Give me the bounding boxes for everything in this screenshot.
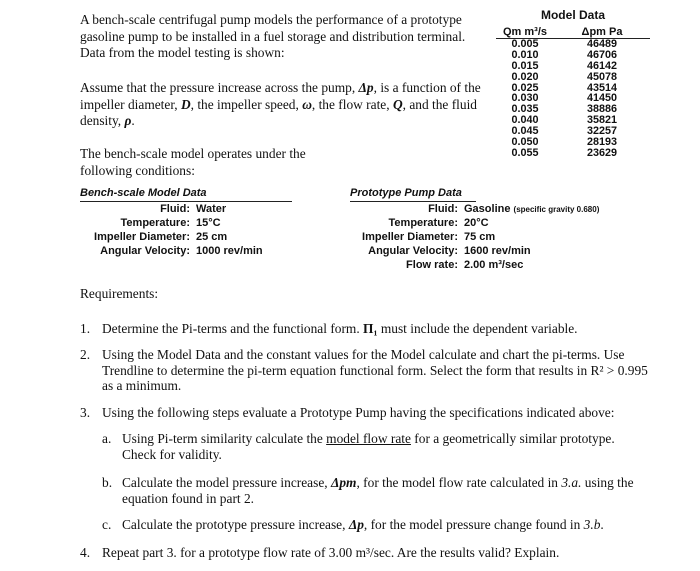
requirement-2 xyxy=(80,347,660,394)
column-header-pressure: Δpm Pa xyxy=(581,26,623,38)
prototype-value: 20°C xyxy=(464,217,489,229)
model-table-title: Model Data xyxy=(540,8,605,22)
pressure-cell: 35821 xyxy=(586,114,618,127)
pressure-cell: 46706 xyxy=(586,48,618,61)
symbol-q: Q xyxy=(392,96,403,112)
prototype-row xyxy=(350,230,650,244)
bench-key: Angular Velocity: xyxy=(100,245,190,257)
operates-paragraph xyxy=(80,146,310,179)
prototype-key: Impeller Diameter: xyxy=(362,231,458,243)
pressure-cell: 38886 xyxy=(586,103,618,116)
symbol-delta-pm: Δpm xyxy=(330,475,357,490)
pi-1-symbol: Π₁ xyxy=(363,321,378,336)
bench-key: Temperature: xyxy=(120,217,190,229)
prototype-row xyxy=(350,216,650,230)
model-table-header xyxy=(496,23,650,39)
requirement-text xyxy=(122,517,648,533)
table-row xyxy=(496,72,650,83)
prototype-row xyxy=(350,258,650,272)
prototype-value xyxy=(464,202,599,216)
flow-rate-cell: 0.015 xyxy=(511,59,539,72)
prototype-key: Temperature: xyxy=(388,217,458,229)
requirement-letter: b. xyxy=(102,475,113,490)
pressure-cell: 43514 xyxy=(586,81,618,94)
assumption-paragraph xyxy=(80,80,490,130)
flow-rate-cell: 0.035 xyxy=(511,103,539,116)
symbol-delta-p: Δp xyxy=(348,517,364,532)
prototype-fluid-value: Gasoline xyxy=(464,203,511,215)
requirement-letter: a. xyxy=(102,431,112,446)
requirement-number: 1. xyxy=(80,321,91,336)
model-data-table xyxy=(496,8,650,159)
assume-text-a: Assume that the pressure increase across the pump, xyxy=(80,80,359,95)
prototype-row xyxy=(350,244,650,258)
pressure-cell: 23629 xyxy=(586,146,618,159)
pressure-cell: 28193 xyxy=(586,136,618,149)
flow-rate-cell: 0.040 xyxy=(511,114,539,127)
flow-rate-cell: 0.055 xyxy=(511,146,539,159)
flow-rate-cell: 0.030 xyxy=(511,92,539,105)
flow-rate-cell: 0.010 xyxy=(511,48,539,61)
symbol-d: D xyxy=(180,96,191,112)
symbol-omega: ω xyxy=(302,96,312,112)
intro-paragraph xyxy=(80,12,490,62)
intro-text: A bench-scale centrifugal pump models the performance of a prototype gasoline pump to be installed in a fuel storage and distribution terminal. Data from the model testing is shown: xyxy=(80,12,466,60)
req1-text-b: must include the dependent variable. xyxy=(377,321,578,336)
assume-text-f: . xyxy=(131,113,135,128)
flow-rate-cell: 0.045 xyxy=(511,125,539,138)
bench-row xyxy=(80,244,292,258)
bench-value: 25 cm xyxy=(196,231,228,243)
pressure-cell: 46142 xyxy=(586,59,618,72)
bench-key: Impeller Diameter: xyxy=(94,231,190,243)
assume-text-b: , is a function of the impeller diameter, xyxy=(80,80,481,112)
prototype-pump-data xyxy=(350,187,650,272)
specific-gravity-note: (specific gravity 0.680) xyxy=(513,205,600,214)
reference-3a: 3.a. xyxy=(561,475,582,490)
bench-key: Fluid: xyxy=(160,203,190,215)
pressure-cell: 41450 xyxy=(586,92,618,105)
bench-row xyxy=(80,202,292,216)
requirement-text: Using the following steps evaluate a Prototype Pump having the specifications indicated above: xyxy=(102,405,615,420)
bench-model-data xyxy=(80,187,292,258)
model-table-body xyxy=(496,39,650,159)
prototype-value: 1600 rev/min xyxy=(464,245,531,257)
prototype-key: Flow rate: xyxy=(406,259,458,271)
requirement-1 xyxy=(80,321,660,337)
requirement-text xyxy=(122,475,648,506)
symbol-rho: ρ xyxy=(124,113,132,128)
flow-rate-cell: 0.020 xyxy=(511,70,539,83)
prototype-value: 2.00 m³/sec xyxy=(464,259,524,271)
requirement-3c xyxy=(102,517,648,533)
prototype-value: 75 cm xyxy=(464,231,496,243)
req3a-text-a: Using Pi-term similarity calculate the xyxy=(122,431,327,446)
prototype-key: Fluid: xyxy=(428,203,458,215)
flow-rate-cell: 0.005 xyxy=(511,38,539,50)
req3b-text-c: using the equation found in part 2. xyxy=(122,475,634,506)
pressure-cell: 32257 xyxy=(586,125,618,138)
bench-value: 15°C xyxy=(196,217,221,229)
requirements-heading: Requirements: xyxy=(80,286,159,301)
column-header-flow: Qm m³/s xyxy=(502,26,547,38)
requirement-number: 2. xyxy=(80,347,91,362)
model-flow-rate-underlined: model flow rate xyxy=(326,431,411,446)
table-row xyxy=(496,148,650,159)
requirement-3b xyxy=(102,475,648,506)
prototype-title: Prototype Pump Data xyxy=(350,187,476,202)
requirement-text: Using the Model Data and the constant values for the Model calculate and chart the pi-terms. Use Trendline to determine the pi-term equation functional form. Select the form that results in R² > 0.995 as a minimum. xyxy=(102,347,648,393)
req1-text-a: Determine the Pi-terms and the functional form. xyxy=(102,321,364,336)
prototype-rows xyxy=(350,216,650,272)
req3b-text-a: Calculate the model pressure increase, xyxy=(122,475,331,490)
prototype-key: Angular Velocity: xyxy=(368,245,458,257)
bench-value: Water xyxy=(196,203,227,215)
bench-row xyxy=(80,230,292,244)
bench-value: 1000 rev/min xyxy=(196,245,263,257)
bench-row xyxy=(80,216,292,230)
requirement-4 xyxy=(80,545,660,561)
req3a-text-b: for a geometrically similar prototype. Check for validity. xyxy=(122,431,615,462)
bench-title: Bench-scale Model Data xyxy=(80,187,292,202)
flow-rate-cell: 0.025 xyxy=(511,81,539,94)
pressure-cell: 45078 xyxy=(586,70,618,83)
pressure-cell: 46489 xyxy=(586,38,618,50)
reference-3b: 3.b xyxy=(583,517,601,532)
req3c-text-c: . xyxy=(600,517,604,532)
requirement-text xyxy=(102,321,660,337)
requirement-number: 4. xyxy=(80,545,91,560)
req3c-text-b: , for the model pressure change found in xyxy=(363,517,584,532)
requirement-text: Repeat part 3. for a prototype flow rate of 3.00 m³/sec. Are the results valid? Explain. xyxy=(102,545,560,560)
requirement-3a xyxy=(102,431,648,462)
req3c-text-a: Calculate the prototype pressure increase, xyxy=(122,517,349,532)
assumption-text xyxy=(80,80,490,130)
requirement-3 xyxy=(80,405,660,421)
flow-rate-cell: 0.050 xyxy=(511,136,539,149)
req3b-text-b: , for the model flow rate calculated in xyxy=(356,475,562,490)
symbol-delta-p: Δp xyxy=(358,80,374,95)
assume-text-c: , the impeller speed, xyxy=(190,96,303,112)
requirement-text xyxy=(122,431,648,462)
operates-text: The bench-scale model operates under the following conditions: xyxy=(80,146,306,178)
assume-text-e: , and the fluid density, xyxy=(80,96,477,128)
bench-rows xyxy=(80,202,292,258)
assume-text-d: , the flow rate, xyxy=(311,96,393,112)
prototype-row-fluid xyxy=(350,202,650,216)
requirement-number: 3. xyxy=(80,405,91,420)
requirement-letter: c. xyxy=(102,517,112,532)
